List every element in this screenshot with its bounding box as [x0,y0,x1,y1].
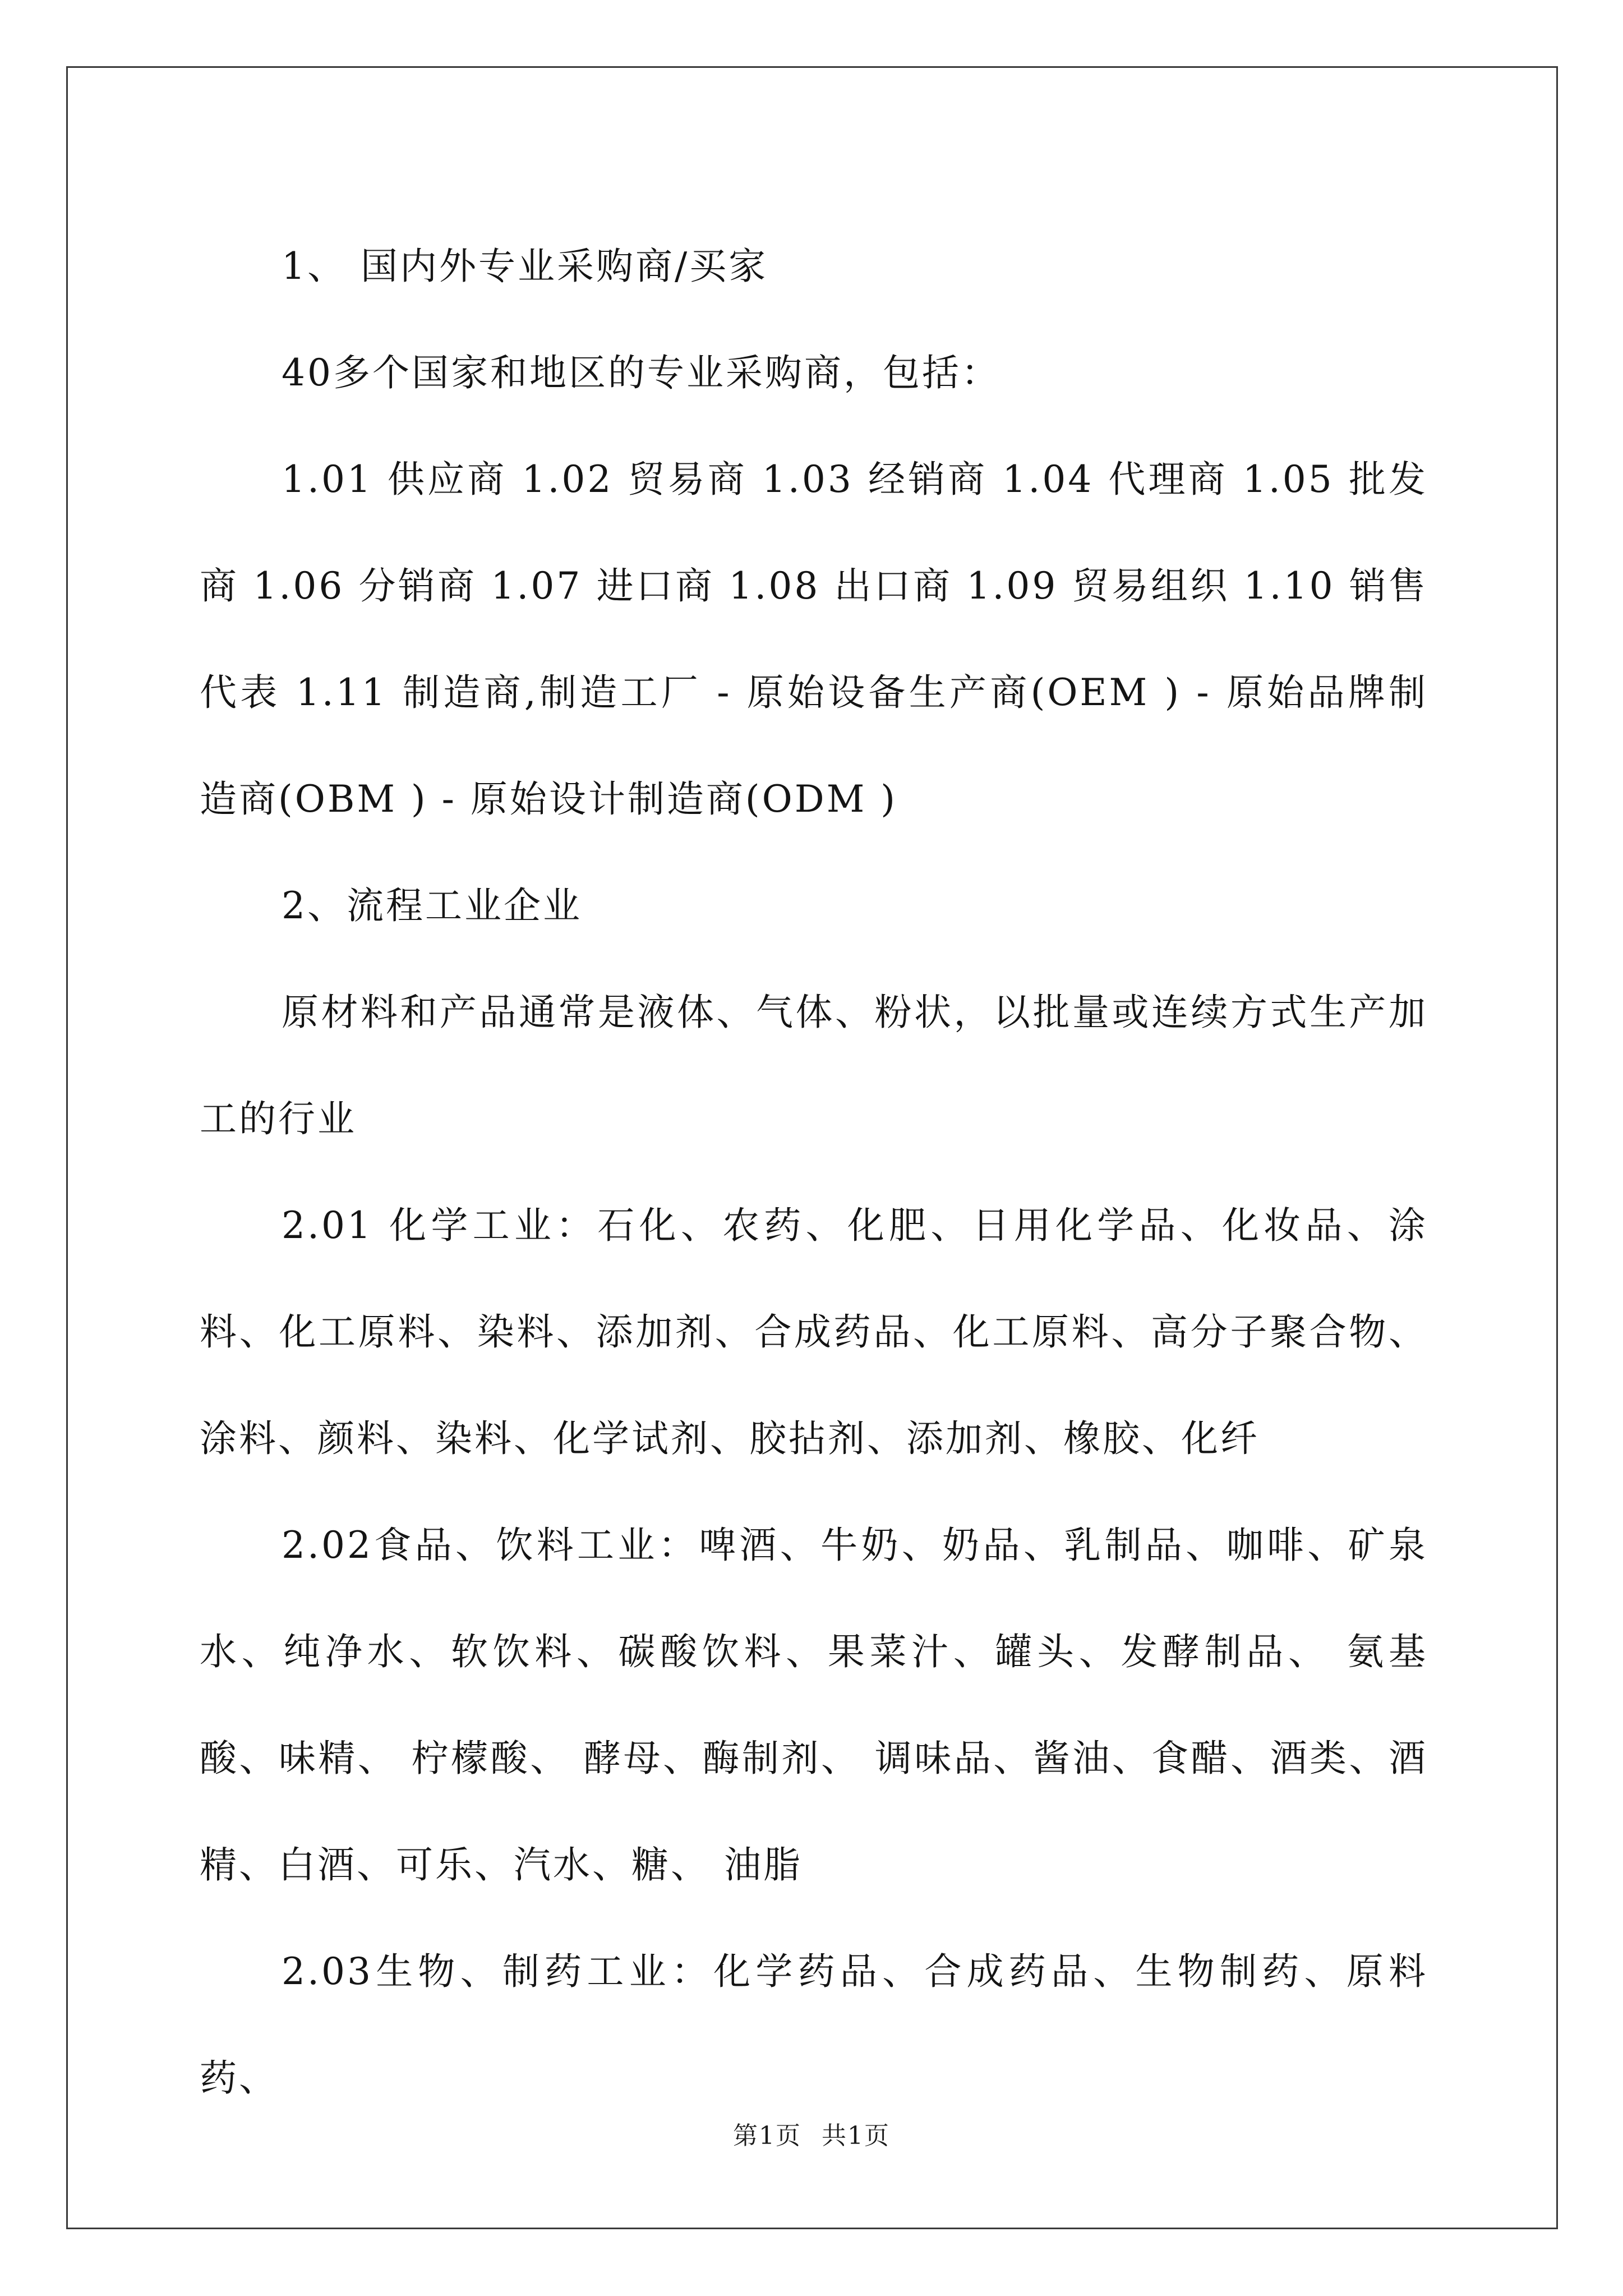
document-body [200,213,1428,2132]
paragraph-food-beverage-industry: 2.02食品、饮料工业：啤酒、牛奶、奶品、乳制品、咖啡、矿泉水、纯净水、软饮料、碳酸饮料、果菜汁、罐头、发酵制品、 氨基酸、味精、 柠檬酸、 酵母、酶制剂、 调味品、酱油、食醋、酒类、酒精、白酒、可乐、汽水、糖、 油脂 [200,1524,1428,1887]
page-total: 共1页 [822,2122,890,2150]
paragraph-chemical-industry: 2.01 化学工业：石化、农药、化肥、日用化学品、化妆品、涂料、化工原料、染料、添加剂、合成药品、化工原料、高分子聚合物、涂料、颜料、染料、化学试剂、胶拈剂、添加剂、橡胶、化纤 [200,1204,1428,1460]
paragraph-buyers-intro: 40多个国家和地区的专业采购商，包括： [282,351,1000,394]
heading-process-industry: 2、流程工业企业 [282,884,582,927]
paragraph-process-industry-desc: 原材料和产品通常是液体、气体、粉状，以批量或连续方式生产加工的行业 [200,991,1428,1140]
page-footer [0,2119,1623,2153]
page-number: 第1页 [733,2122,801,2150]
paragraph-bio-pharma-industry: 2.03生物、制药工业：化学药品、合成药品、生物制药、原料药、 [200,1950,1428,2100]
heading-buyers: 1、 国内外专业采购商/买家 [282,245,768,288]
paragraph-buyer-types: 1.01 供应商 1.02 贸易商 1.03 经销商 1.04 代理商 1.05 批发商 1.06 分销商 1.07 进口商 1.08 出口商 1.09 贸易组织 1.10 销售代表 1.11 制造商,制造工厂 - 原始设备生产商(OEM ) - 原始品牌制造商(OBM ) - 原始设计制造商(ODM ) [200,458,1428,821]
